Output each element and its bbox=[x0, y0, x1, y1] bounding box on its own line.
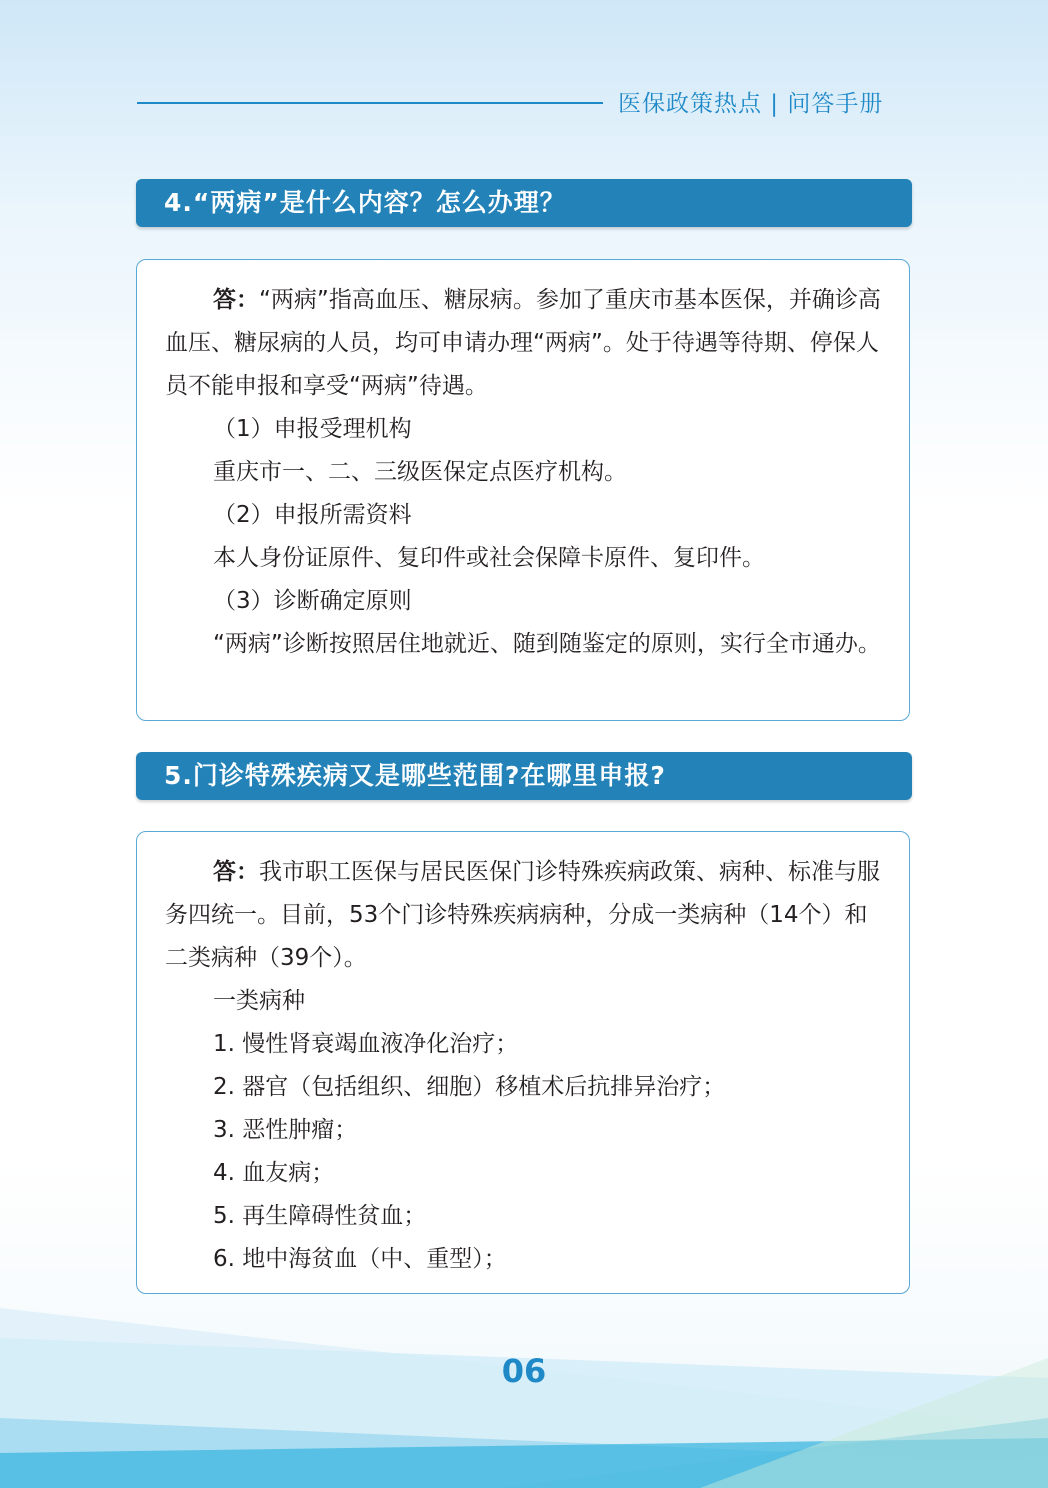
question-4-item-4: 本人身份证原件、复印件或社会保障卡原件、复印件。 bbox=[213, 545, 765, 571]
question-4-item-3: （2）申报所需资料 bbox=[213, 502, 412, 528]
question-5-list-item: 3. 恶性肿瘤； bbox=[213, 1117, 358, 1143]
question-4-answer-box bbox=[136, 259, 910, 721]
question-5-list-item: 2. 器官（包括组织、细胞）移植术后抗排异治疗； bbox=[213, 1074, 726, 1100]
question-4-intro-paragraph bbox=[165, 279, 889, 408]
question-5-heading-bar bbox=[136, 752, 912, 800]
header-rule bbox=[137, 102, 603, 104]
answer-label: 答： bbox=[213, 287, 259, 313]
header-title: 医保政策热点 | 问答手册 bbox=[618, 91, 884, 117]
question-4-item-5: （3）诊断确定原则 bbox=[213, 588, 412, 614]
question-5-list-item: 4. 血友病； bbox=[213, 1160, 335, 1186]
question-4-item-2: 重庆市一、二、三级医保定点医疗机构。 bbox=[213, 459, 627, 485]
question-4-closing-paragraph: “两病”诊断按照居住地就近、随到随鉴定的原则，实行全市通办。 bbox=[213, 631, 881, 657]
question-5-list-item: 1. 慢性肾衰竭血液净化治疗； bbox=[213, 1031, 519, 1057]
question-5-intro-text: 我市职工医保与居民医保门诊特殊疾病政策、病种、标准与服务四统一。目前，53个门诊特殊疾病病种，分成一类病种（14个）和二类病种（39个）。 bbox=[165, 859, 880, 971]
question-5-answer-box bbox=[136, 831, 910, 1294]
question-5-list-heading: 一类病种 bbox=[213, 988, 305, 1014]
question-4-intro-text: “两病”指高血压、糖尿病。参加了重庆市基本医保，并确诊高血压、糖尿病的人员，均可申请办理“两病”。处于待遇等待期、停保人员不能申报和享受“两病”待遇。 bbox=[165, 287, 881, 399]
question-5-intro-paragraph bbox=[165, 851, 889, 980]
question-5-title: 5.门诊特殊疾病又是哪些范围?在哪里申报? bbox=[164, 761, 666, 790]
question-5-list-item: 5. 再生障碍性贫血； bbox=[213, 1203, 427, 1229]
question-4-title: 4.“两病”是什么内容？怎么办理？ bbox=[164, 188, 566, 217]
question-4-item-1: （1）申报受理机构 bbox=[213, 416, 412, 442]
page-number: 06 bbox=[501, 1352, 547, 1390]
question-5-list-item: 6. 地中海贫血（中、重型）； bbox=[213, 1246, 507, 1272]
question-4-heading-bar bbox=[136, 179, 912, 227]
answer-label: 答： bbox=[213, 859, 259, 885]
